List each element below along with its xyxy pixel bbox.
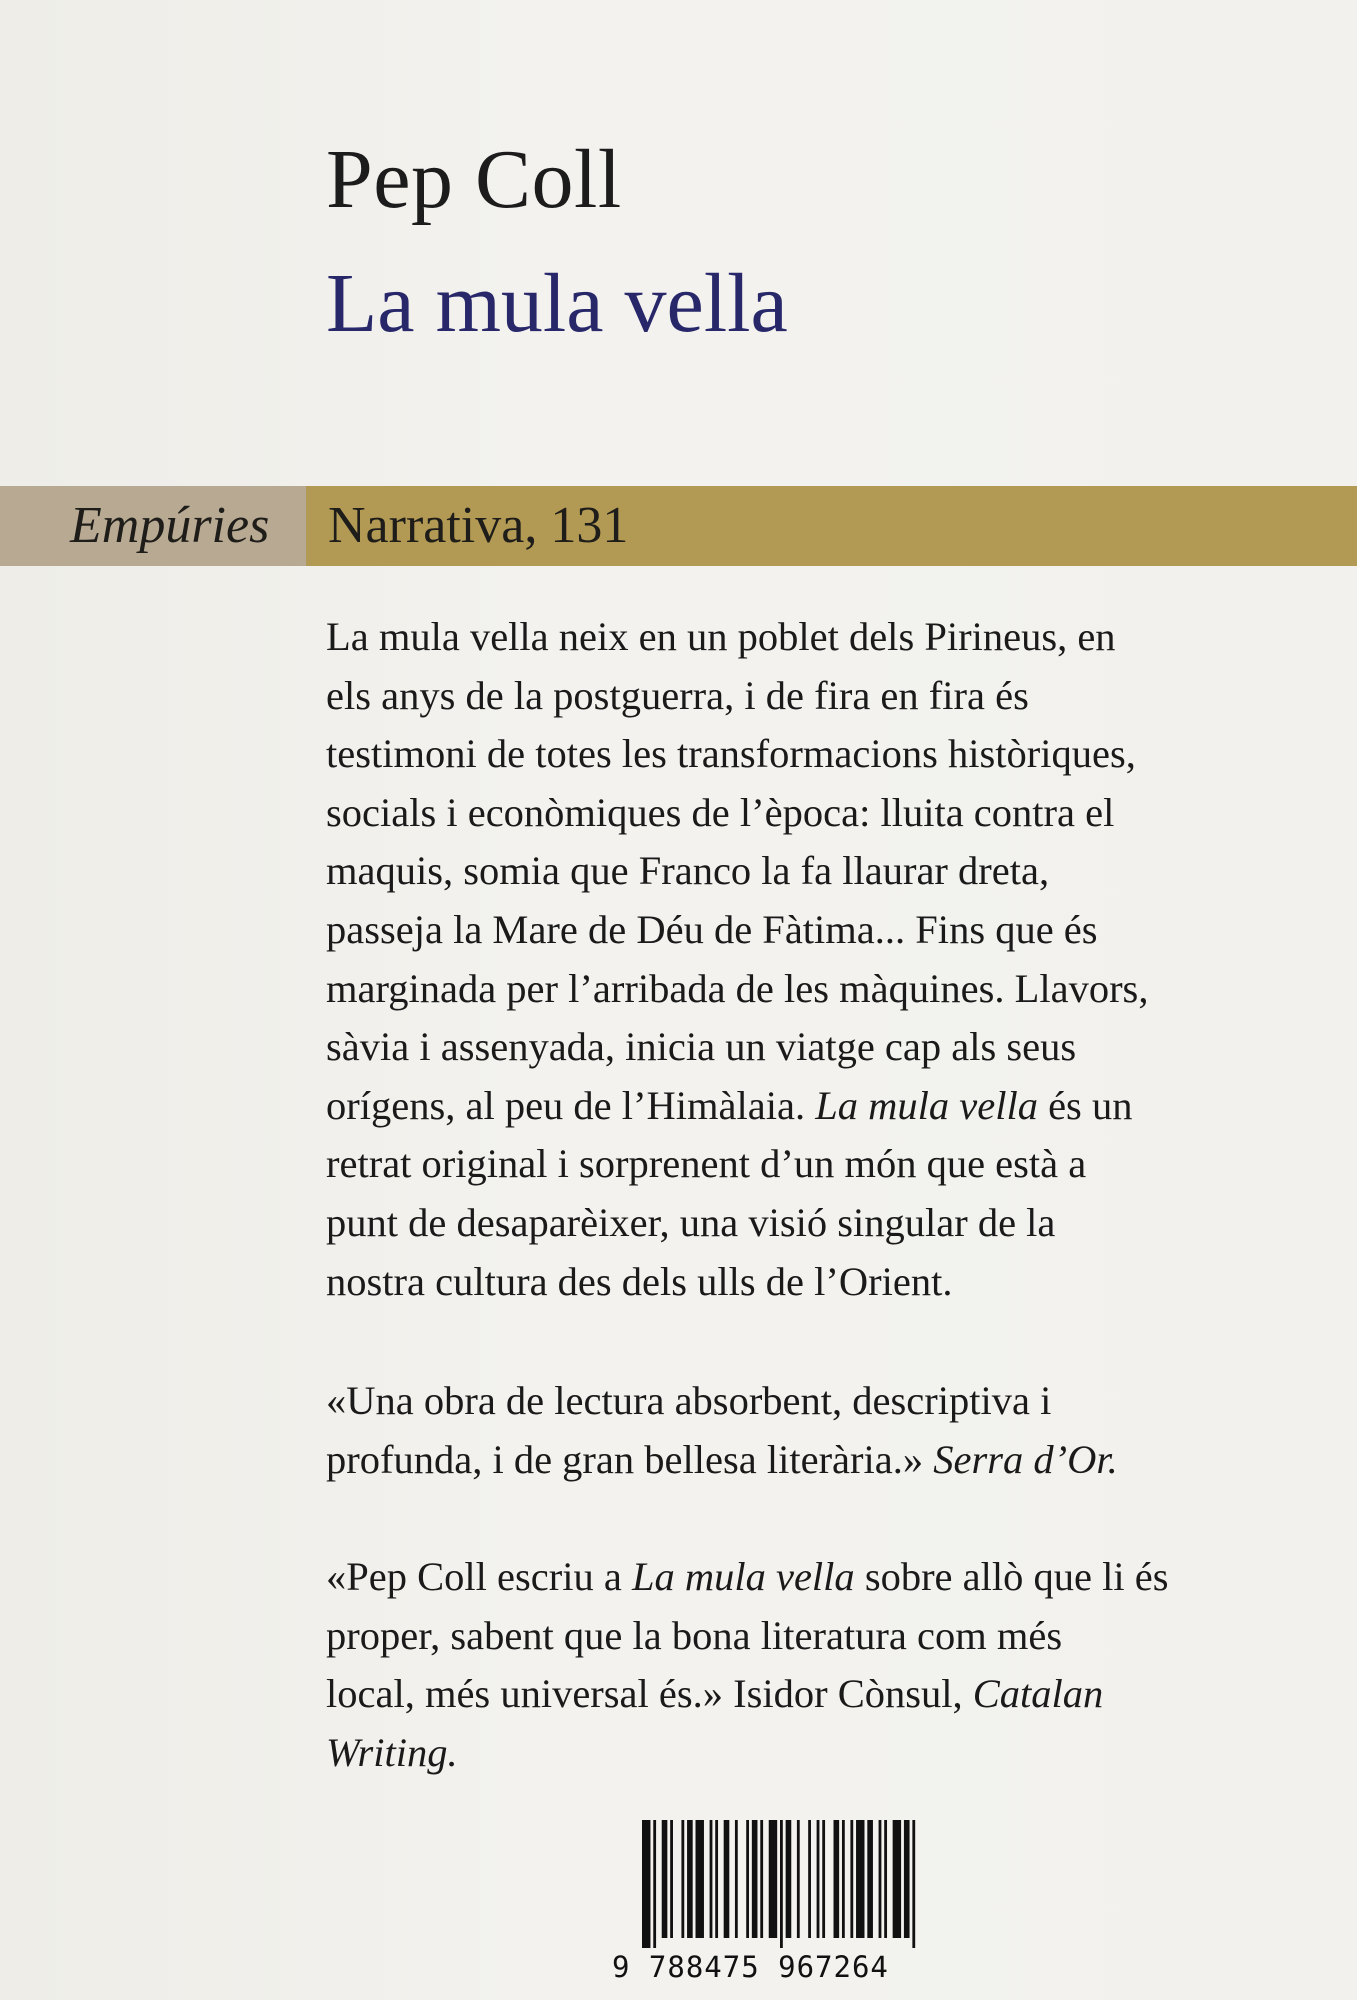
synopsis-line: testimoni de totes les transformacions històriques, — [326, 731, 1136, 777]
synopsis-line: retrat original i sorprenent d’un món que està a — [326, 1141, 1087, 1187]
synopsis-line: els anys de la postguerra, i de fira en fira és — [326, 672, 1029, 718]
synopsis-text: orígens, al peu de l’Himàlaia. — [326, 1082, 816, 1128]
barcode-bar — [780, 1820, 783, 1948]
band-right — [306, 486, 1357, 566]
synopsis-line-mixed — [326, 1077, 1326, 1136]
isbn-digits: 9 788475 967264 — [612, 1950, 889, 1984]
barcode-bar — [752, 1820, 758, 1938]
barcode-bar — [842, 1820, 845, 1938]
barcode-bar — [670, 1820, 673, 1938]
barcode-bar — [817, 1820, 820, 1938]
quote-line — [326, 1548, 1326, 1607]
collection-name: Narrativa, 131 — [328, 497, 629, 554]
barcode-bars — [642, 1820, 918, 1948]
book-title: La mula vella — [326, 257, 788, 350]
publisher-name: Empúries — [70, 497, 270, 554]
publisher-band — [0, 486, 1357, 566]
barcode-bar — [822, 1820, 825, 1938]
quote-text: profunda, i de gran bellesa literària.» — [326, 1436, 934, 1482]
synopsis-line: passeja la Mare de Déu de Fàtima... Fins que és — [326, 906, 1098, 952]
review-quote-2 — [326, 1548, 1326, 1782]
synopsis-line: nostra cultura des dels ulls de l’Orient. — [326, 1258, 953, 1304]
quote-source: Catalan — [972, 1671, 1104, 1717]
barcode-bar — [769, 1820, 777, 1938]
synopsis-line: punt de desaparèixer, una visió singular de la — [326, 1199, 1056, 1245]
quote-source: Serra d’Or. — [933, 1436, 1118, 1482]
barcode-bar — [662, 1820, 668, 1938]
barcode-bar — [760, 1820, 763, 1938]
quote-title-italic: La mula vella — [631, 1554, 855, 1599]
barcode-bar — [724, 1820, 730, 1938]
barcode-bar — [710, 1820, 713, 1938]
barcode-bar — [856, 1820, 864, 1938]
band-left — [0, 486, 306, 566]
barcode-bar — [687, 1820, 693, 1938]
quote-line — [326, 1431, 1326, 1490]
review-quote-1 — [326, 1372, 1326, 1489]
synopsis — [326, 608, 1326, 1311]
synopsis-title-italic: La mula vella — [815, 1082, 1038, 1128]
synopsis-line: maquis, somia que Franco la fa llaurar dreta, — [326, 848, 1050, 894]
barcode-bar — [786, 1820, 792, 1938]
quote-line: proper, sabent que la bona literatura com més — [326, 1612, 1063, 1658]
barcode-bar — [653, 1820, 656, 1948]
barcode-bar — [808, 1820, 811, 1938]
synopsis-text: és un — [1037, 1082, 1133, 1128]
barcode-bar — [893, 1820, 901, 1938]
synopsis-line: sàvia i assenyada, inicia un viatge cap als seus — [326, 1024, 1077, 1070]
barcode-bar — [696, 1820, 704, 1938]
barcode-bar — [912, 1820, 915, 1948]
quote-text: sobre allò que li és — [854, 1554, 1169, 1599]
barcode-bar — [681, 1820, 684, 1938]
quote-text: local, més universal és.» Isidor Cònsul, — [326, 1671, 973, 1717]
barcode-bar — [642, 1820, 650, 1948]
barcode-bar — [867, 1820, 873, 1938]
barcode — [612, 1820, 926, 1990]
synopsis-line: La mula vella neix en un poblet dels Pirineus, en — [326, 614, 1116, 659]
quote-line: «Una obra de lectura absorbent, descriptiva i — [326, 1378, 1052, 1423]
barcode-bar — [715, 1820, 718, 1938]
author-name: Pep Coll — [326, 133, 622, 226]
barcode-bar — [746, 1820, 749, 1938]
quote-text: «Pep Coll escriu a — [326, 1554, 632, 1599]
barcode-bar — [797, 1820, 800, 1938]
barcode-bar — [904, 1820, 910, 1938]
quote-line — [326, 1665, 1326, 1724]
barcode-bar — [884, 1820, 887, 1938]
synopsis-line: socials i econòmiques de l’època: lluita contra el — [326, 789, 1115, 835]
barcode-bar — [735, 1820, 738, 1938]
barcode-bar — [850, 1820, 853, 1938]
synopsis-line: marginada per l’arribada de les màquines. Llavors, — [326, 965, 1149, 1011]
barcode-bar — [879, 1820, 882, 1938]
barcode-bar — [834, 1820, 840, 1938]
quote-source-cont: Writing. — [326, 1729, 458, 1775]
